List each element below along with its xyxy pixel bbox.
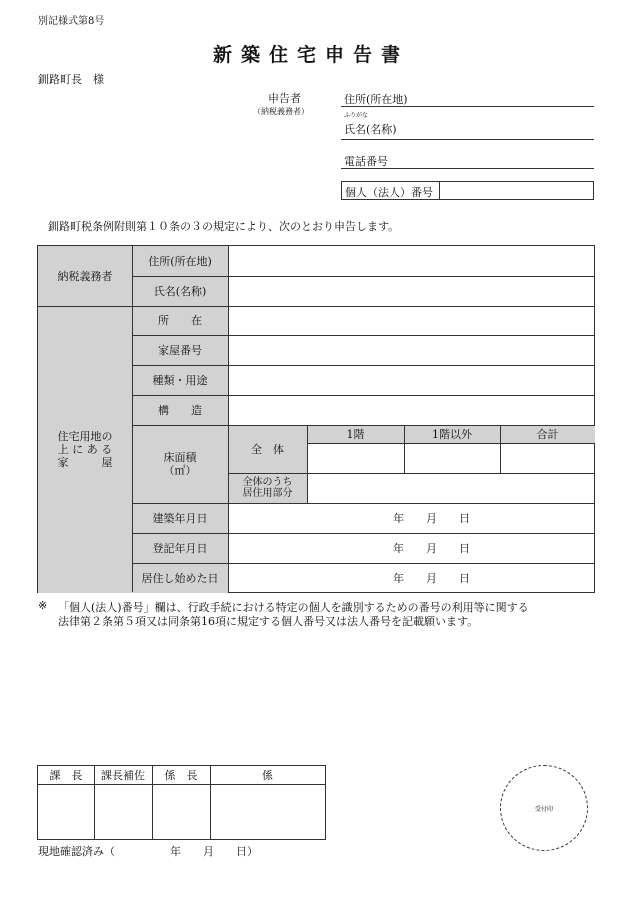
- house-header-line1: 住宅用地の: [57, 430, 113, 443]
- taxpayer-name-label: 氏名(名称): [132, 276, 228, 306]
- floor-area-text: 床面積: [163, 451, 197, 464]
- house-header-line3: 家 屋: [57, 456, 113, 469]
- registered-date-label: 登記年月日: [132, 533, 228, 563]
- applicant-sublabel: （納税義務者）: [253, 107, 309, 116]
- approval-stamp-box: [37, 765, 326, 840]
- house-declaration-table: [37, 245, 595, 593]
- floor-area-all-total-field[interactable]: [500, 443, 595, 473]
- location-field[interactable]: [228, 306, 595, 335]
- note-mark: ※: [38, 599, 48, 612]
- col-header-1f: 1階: [307, 425, 404, 443]
- applicant-phone-field[interactable]: [341, 168, 594, 169]
- stamp-header-assistant: 課長補佐: [101, 768, 145, 782]
- residential-part-label: [228, 473, 307, 503]
- stamp-cell-section-chief[interactable]: [152, 784, 210, 839]
- applicant-name-field[interactable]: [341, 139, 594, 140]
- note-line2: 法律第２条第５項又は同条第16項に規定する個人番号又は法人番号を記載願います。: [58, 615, 479, 628]
- residential-part-line2: 居住用部分: [242, 488, 293, 499]
- location-label: 所 在: [132, 306, 228, 335]
- floor-area-residential-field[interactable]: [307, 473, 595, 503]
- structure-label: 構 造: [132, 395, 228, 425]
- col-header-other: 1階以外: [404, 425, 500, 443]
- col-header-total: 合計: [500, 425, 595, 443]
- residential-part-line1: 全体のうち: [242, 477, 293, 488]
- type-use-field[interactable]: [228, 365, 595, 395]
- stamp-cell-chief[interactable]: [38, 784, 94, 839]
- addressee: 釧路町長 様: [38, 73, 104, 86]
- applicant-id-box: [341, 181, 594, 200]
- intro-text: 釧路町税条例附則第１０条の３の規定により、次のとおり申告します。: [48, 220, 400, 233]
- stamp-cell-assistant[interactable]: [94, 784, 152, 839]
- form-number: 別記様式第8号: [38, 16, 105, 27]
- structure-field[interactable]: [228, 395, 595, 425]
- stamp-header-section-chief: 係 長: [164, 768, 198, 782]
- registered-date-field[interactable]: 年 月 日: [393, 541, 470, 555]
- receipt-seal: [500, 765, 588, 851]
- applicant-name-label: 氏名(名称): [344, 123, 397, 136]
- applicant-id-label: 個人（法人）番号: [345, 186, 433, 199]
- applicant-id-field[interactable]: [442, 184, 590, 198]
- type-use-label: 種類・用途: [132, 365, 228, 395]
- house-number-label: 家屋番号: [132, 335, 228, 365]
- site-confirm-date: 年 月 日）: [170, 845, 258, 858]
- floor-area-all-1f-field[interactable]: [307, 443, 404, 473]
- furigana-label: ふりがな: [344, 112, 369, 119]
- receipt-seal-label: 受付印: [534, 805, 553, 813]
- floor-area-all-label: 全 体: [228, 425, 307, 473]
- applicant-phone-label: 電話番号: [344, 155, 388, 168]
- stamp-header-staff: 係: [262, 768, 273, 782]
- note-line1: 「個人(法人)番号」欄は、行政手続における特定の個人を識別するための番号の利用等に関する: [58, 601, 529, 614]
- taxpayer-header: 納税義務者: [38, 246, 132, 306]
- move-in-date-field[interactable]: 年 月 日: [393, 571, 470, 585]
- taxpayer-address-label: 住所(所在地): [132, 246, 228, 276]
- site-confirm-label: 現地確認済み（: [38, 845, 115, 858]
- house-header-line2: 上 に あ る: [57, 443, 113, 456]
- built-date-field[interactable]: 年 月 日: [393, 511, 470, 525]
- floor-area-all-other-field[interactable]: [404, 443, 500, 473]
- applicant-label: 申告者: [268, 92, 301, 105]
- floor-area-unit: （㎡）: [163, 464, 197, 477]
- floor-area-label: [132, 425, 228, 503]
- taxpayer-name-field[interactable]: [228, 276, 595, 306]
- stamp-cell-staff[interactable]: [210, 784, 325, 839]
- applicant-address-field[interactable]: [341, 106, 594, 107]
- form-title: 新築住宅申告書: [213, 44, 410, 66]
- built-date-label: 建築年月日: [132, 503, 228, 533]
- move-in-date-label: 居住し始めた日: [132, 563, 228, 593]
- taxpayer-address-field[interactable]: [228, 246, 595, 276]
- house-header: [38, 306, 132, 593]
- stamp-header-chief: 課 長: [49, 768, 83, 782]
- house-number-field[interactable]: [228, 335, 595, 365]
- applicant-address-label: 住所(所在地): [344, 93, 408, 106]
